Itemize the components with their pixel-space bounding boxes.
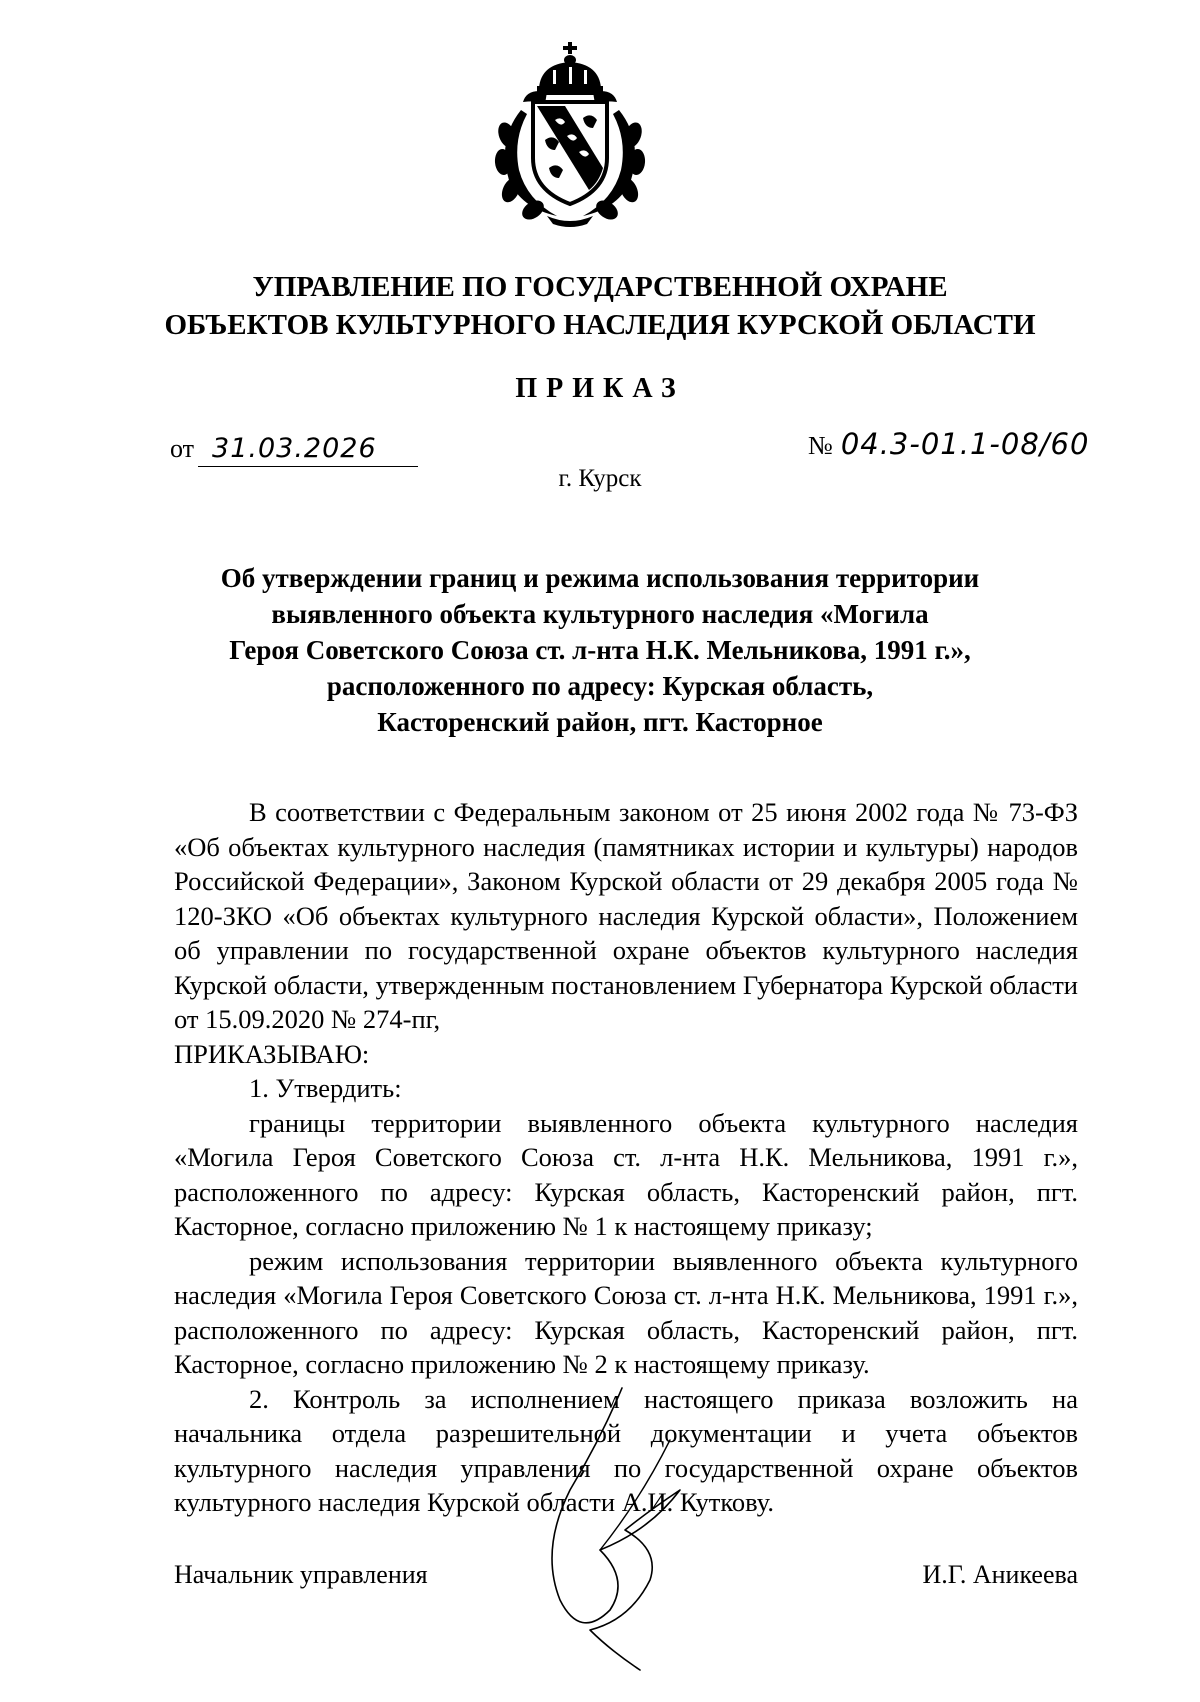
document-title-line: расположенного по адресу: Курская область, [326, 671, 874, 701]
signature-block [174, 1560, 1078, 1600]
organization-name [0, 268, 1200, 344]
city: г. Курск [558, 465, 642, 492]
handwritten-signature [530, 1380, 720, 1680]
preamble-paragraph: В соответствии с Федеральным законом от 25 июня 2002 года № 73-ФЗ «Об объектах культурного наследия (памятниках истории и культуры) народов Российской Федерации», Законом Курской области от 29 декабря 2005 года № 120-ЗКО «Об объектах культурного наследия Курской области», Положением об управлении по государственной охране объектов культурного наследия Курской области, утвержденным постановлением Губернатора Курской области от 15.09.2020 № 274-пг, [174, 797, 1078, 1034]
order-title: ПРИКАЗ [515, 373, 685, 404]
clause-1-boundaries: границы территории выявленного объекта культурного наследия «Могила Героя Советского Союза ст. л-нта Н.К. Мельникова, 1991 г.», расположенного по адресу: Курская область, Касторенский район, пгт. Касторное, согласно приложению № 1 к настоящему приказу; [174, 1107, 1078, 1241]
clause-2-control: 2. Контроль за исполнением настоящего приказа возложить на начальника отдела разрешительной документации и учета объектов культурного наследия управления по государственной охране объектов культурного наследия Курской области А.И. Куткову. [174, 1383, 1078, 1517]
document-title-line: Об утверждении границ и режима использования территории [220, 563, 980, 593]
document-title-line: Касторенский район, пгт. Касторное [377, 707, 823, 737]
coat-of-arms-icon [487, 40, 653, 227]
order-keyword: ПРИКАЗЫВАЮ: [174, 1038, 370, 1069]
order-number [808, 427, 1089, 461]
clause-1-regime: режим использования территории выявленного объекта культурного наследия «Могила Героя Советского Союза ст. л-нта Н.К. Мельникова, 1991 г.», расположенного по адресу: Курская область, Касторенский район, пгт. Касторное, согласно приложению № 2 к настоящему приказу. [174, 1245, 1078, 1379]
date-prefix: от [170, 434, 195, 463]
order-date [170, 432, 418, 467]
signatory-position: Начальник управления [174, 1560, 428, 1589]
document-title [150, 560, 1050, 740]
clause-1-heading: 1. Утвердить: [249, 1073, 402, 1103]
number-value: 04.3-01.1-08/60 [840, 427, 1090, 461]
number-prefix: № [808, 431, 833, 460]
document-title-line: Героя Советского Союза ст. л-нта Н.К. Мельникова, 1991 г.», [229, 635, 971, 665]
organization-name-line-2: ОБЪЕКТОВ КУЛЬТУРНОГО НАСЛЕДИЯ КУРСКОЙ ОБЛАСТИ [164, 309, 1036, 341]
document-title-line: выявленного объекта культурного наследия «Могила [271, 599, 929, 629]
signatory-name: И.Г. Аникеева [922, 1560, 1078, 1589]
date-value: 31.03.2026 [198, 432, 418, 467]
organization-name-line-1: УПРАВЛЕНИЕ ПО ГОСУДАРСТВЕННОЙ ОХРАНЕ [252, 271, 948, 303]
